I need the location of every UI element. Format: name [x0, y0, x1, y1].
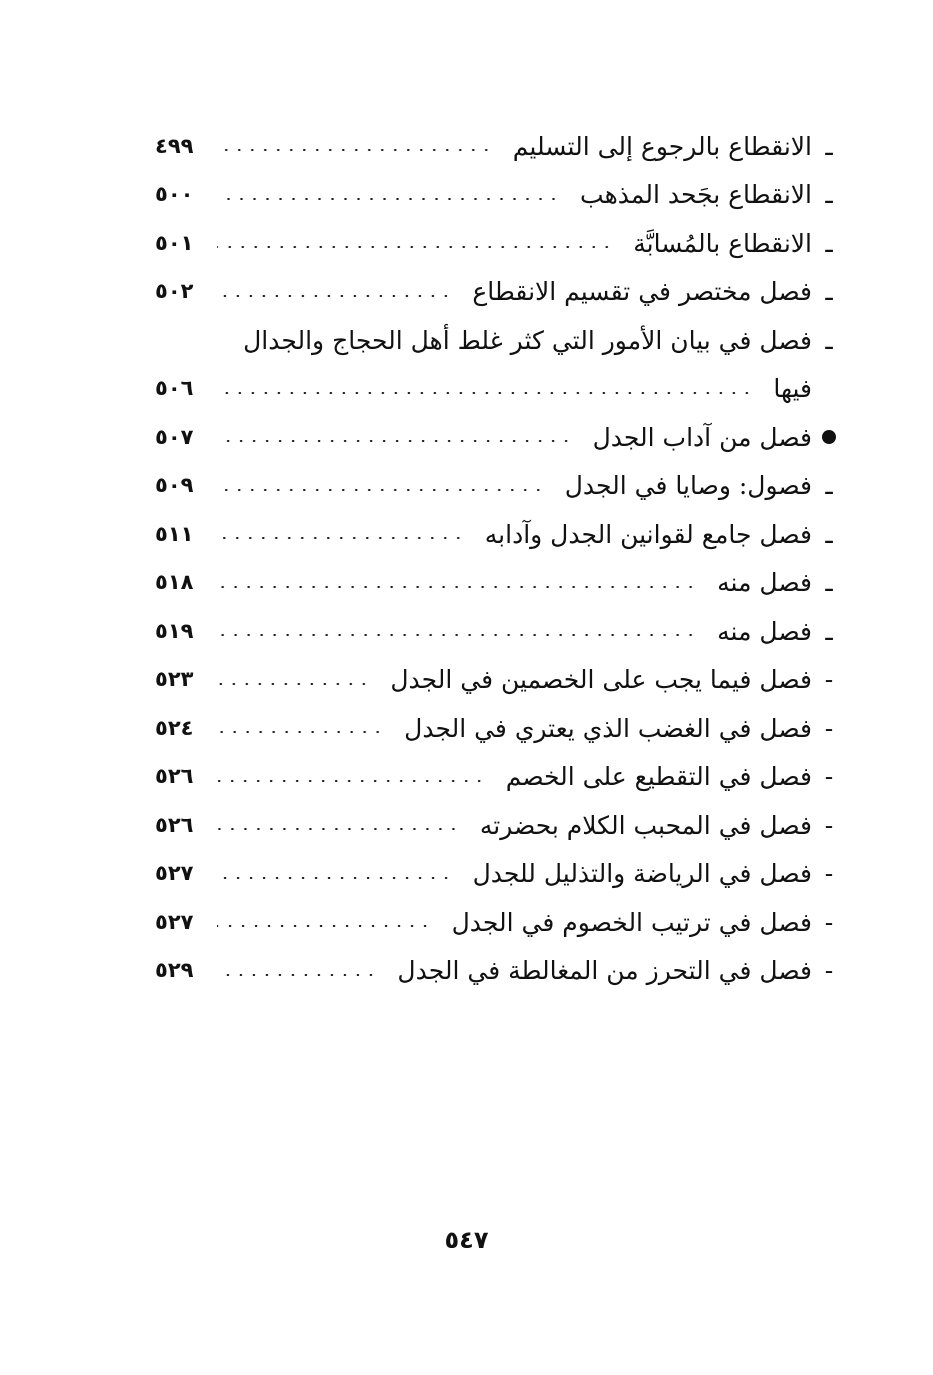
entry-page-number: ٥١١: [155, 521, 194, 546]
dot-leader: [217, 586, 697, 588]
toc-entry: [155, 656, 838, 705]
entry-marker: ـ: [825, 616, 833, 646]
dot-leader: [217, 925, 432, 927]
entry-page-number: ٥٠٧: [155, 424, 194, 449]
dot-leader: [217, 683, 370, 685]
entry-page-number: ٥١٨: [155, 570, 194, 595]
toc-entry: [155, 413, 838, 462]
entry-title-continuation: فيها: [773, 374, 812, 404]
toc-entry: [155, 122, 838, 171]
bullet-icon: [822, 430, 836, 444]
entry-title: الانقطاع بالرجوع إلى التسليم: [512, 131, 812, 161]
entry-title: فصل مختصر في تقسيم الانقطاع: [472, 277, 812, 307]
dot-leader: [217, 877, 453, 879]
dot-leader: [217, 440, 573, 442]
dot-leader: [217, 731, 384, 733]
toc-entry: [155, 268, 838, 317]
entry-page-number: ٥٠٩: [155, 473, 194, 498]
entry-marker: ـ: [825, 131, 833, 161]
entry-page-number: ٤٩٩: [155, 133, 194, 158]
toc-entry: [155, 753, 838, 802]
entry-marker: -: [824, 907, 834, 937]
entry-marker: ـ: [825, 471, 833, 501]
page-number: ٥٤٧: [444, 1226, 489, 1254]
dot-leader: [217, 392, 753, 394]
entry-marker: -: [824, 762, 834, 792]
entry-title: الانقطاع بالمُسابَّة: [633, 228, 812, 258]
entry-title: الانقطاع بجَحد المذهب: [580, 180, 812, 210]
entry-page-number: ٥٢٤: [155, 715, 194, 740]
toc-entry: [155, 559, 838, 608]
entry-title: فصل في المحبب الكلام بحضرته: [479, 810, 812, 840]
entry-title: فصل في ترتيب الخصوم في الجدل: [451, 907, 812, 937]
toc-entry: [155, 171, 838, 220]
dot-leader: [217, 246, 613, 248]
dot-leader: [217, 489, 545, 491]
toc-entry: [155, 607, 838, 656]
toc-entry: [155, 219, 838, 268]
entry-marker: ـ: [825, 325, 833, 355]
entry-title: فصل في بيان الأمور التي كثر غلط أهل الحجاج والجدال: [243, 325, 812, 355]
toc-entry: [155, 801, 838, 850]
entry-title: فصل جامع لقوانين الجدل وآدابه: [484, 519, 812, 549]
dot-leader: [217, 295, 452, 297]
dot-leader: [217, 780, 486, 782]
entry-page-number: ٥٢٦: [155, 764, 194, 789]
table-of-contents: [155, 122, 838, 995]
entry-page-number: ٥٠٦: [155, 376, 194, 401]
entry-page-number: ٥٢٧: [155, 861, 194, 886]
dot-leader: [217, 828, 460, 830]
entry-title: فصل منه: [717, 616, 812, 646]
entry-page-number: ٥٢٩: [155, 958, 194, 983]
dot-leader: [217, 537, 465, 539]
entry-page-number: ٥٢٦: [155, 812, 194, 837]
entry-marker: -: [824, 956, 834, 986]
entry-marker: ـ: [825, 519, 833, 549]
entry-marker: -: [824, 665, 834, 695]
entry-page-number: ٥٠٠: [155, 182, 194, 207]
entry-marker: -: [824, 713, 834, 743]
toc-entry: [155, 510, 838, 559]
entry-title: فصل من آداب الجدل: [592, 422, 812, 452]
entry-marker: ـ: [825, 180, 833, 210]
entry-page-number: ٥٠١: [155, 230, 194, 255]
toc-entry: [155, 316, 838, 365]
toc-entry: [155, 898, 838, 947]
entry-title: فصل في التحرز من المغالطة في الجدل: [397, 956, 812, 986]
entry-marker: ـ: [825, 277, 833, 307]
dot-leader: [217, 149, 493, 151]
toc-entry: [155, 850, 838, 899]
entry-page-number: ٥١٩: [155, 618, 194, 643]
toc-entry: [155, 462, 838, 511]
dot-leader: [217, 198, 560, 200]
entry-title: فصل في الغضب الذي يعتري في الجدل: [404, 713, 812, 743]
entry-marker: ـ: [825, 228, 833, 258]
entry-title: فصل في التقطيع على الخصم: [505, 762, 812, 792]
entry-title: فصل في الرياضة والتذليل للجدل: [472, 859, 812, 889]
toc-entry: [155, 704, 838, 753]
entry-marker: ـ: [825, 568, 833, 598]
dot-leader: [217, 634, 697, 636]
dot-leader: [217, 974, 377, 976]
entry-marker: -: [824, 810, 834, 840]
entry-page-number: ٥٢٣: [155, 667, 194, 692]
toc-entry: [155, 947, 838, 996]
entry-title: فصل منه: [717, 568, 812, 598]
toc-entry-continuation: [155, 365, 838, 414]
entry-title: فصول: وصايا في الجدل: [564, 471, 812, 501]
entry-marker: -: [824, 859, 834, 889]
entry-title: فصل فيما يجب على الخصمين في الجدل: [390, 665, 812, 695]
entry-page-number: ٥٢٧: [155, 909, 194, 934]
entry-page-number: ٥٠٢: [155, 279, 194, 304]
